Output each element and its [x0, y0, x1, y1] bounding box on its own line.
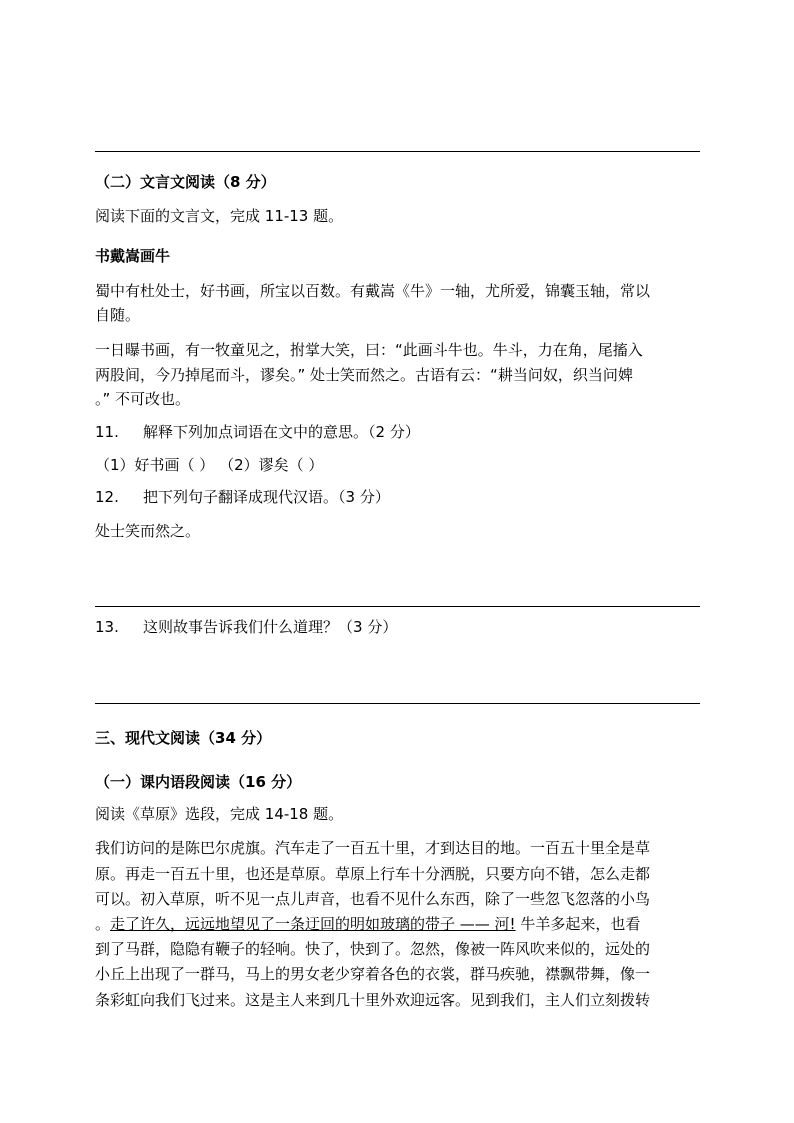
question-12: [95, 487, 390, 507]
passage-title: 书戴嵩画牛: [95, 247, 171, 265]
question-12-sentence: 处士笑而然之。: [95, 522, 201, 540]
question-11: [95, 422, 420, 442]
text-segment: 牛羊多起来，也看: [515, 915, 641, 933]
answer-line: [95, 703, 700, 704]
text-segment: 。: [95, 915, 111, 933]
passage-line: 条彩虹向我们飞过来。这是主人来到几十里外欢迎远客。见到我们，主人们立刻拨转: [95, 991, 651, 1009]
passage-line: 。” 不可改也。: [95, 390, 191, 408]
answer-line: [95, 606, 700, 607]
passage-line: 两股间，今乃掉尾而斗，谬矣。” 处士笑而然之。古语有云：“耕当问奴，织当问婢: [95, 366, 633, 384]
passage-line: 小丘上出现了一群马，马上的男女老少穿着各色的衣裳，群马疾驰，襟飘带舞，像一: [95, 965, 651, 983]
underlined-sentence: 走了许久，远远地望见了一条迂回的明如玻璃的带子 —— 河!: [110, 915, 516, 933]
question-13: [95, 617, 397, 637]
passage-line: 原。再走一百五十里，也还是草原。草原上行车十分洒脱，只要方向不错，怎么走都: [95, 865, 651, 883]
instruction: 阅读下面的文言文，完成 11-13 题。: [95, 207, 344, 225]
question-number: 12.: [95, 488, 119, 506]
section-heading: 三、现代文阅读（34 分）: [95, 729, 272, 747]
question-number: 13.: [95, 618, 119, 636]
passage-line: [95, 914, 640, 934]
passage-line: 可以。初入草原，听不见一点儿声音，也看不见什么东西，除了一些忽飞忽落的小鸟: [95, 890, 651, 908]
passage-line: 蜀中有杜处士，好书画，所宝以百数。有戴嵩《牛》一轴，尤所爱，锦囊玉轴，常以: [95, 282, 651, 300]
question-11-items: （1）好书画（ ） （2）谬矣（ ）: [95, 456, 324, 474]
passage-line: 自随。: [95, 306, 141, 324]
question-text: 这则故事告诉我们什么道理？（3 分）: [143, 618, 398, 636]
passage-line: 一日曝书画，有一牧童见之，拊掌大笑，曰：“此画斗牛也。牛斗，力在角，尾搐入: [95, 341, 643, 359]
instruction: 阅读《草原》选段，完成 14-18 题。: [95, 805, 344, 823]
sub-heading: （一）课内语段阅读（16 分）: [95, 773, 302, 791]
question-text: 解释下列加点词语在文中的意思。（2 分）: [143, 423, 420, 441]
question-text: 把下列句子翻译成现代汉语。（3 分）: [143, 488, 390, 506]
passage-line: 到了马群，隐隐有鞭子的轻响。快了，快到了。忽然，像被一阵风吹来似的，远处的: [95, 940, 651, 958]
question-number: 11.: [95, 423, 119, 441]
section-heading: （二）文言文阅读（8 分）: [95, 173, 276, 191]
passage-line: 我们访问的是陈巴尔虎旗。汽车走了一百五十里，才到达目的地。一百五十里全是草: [95, 839, 651, 857]
answer-line: [95, 151, 700, 152]
